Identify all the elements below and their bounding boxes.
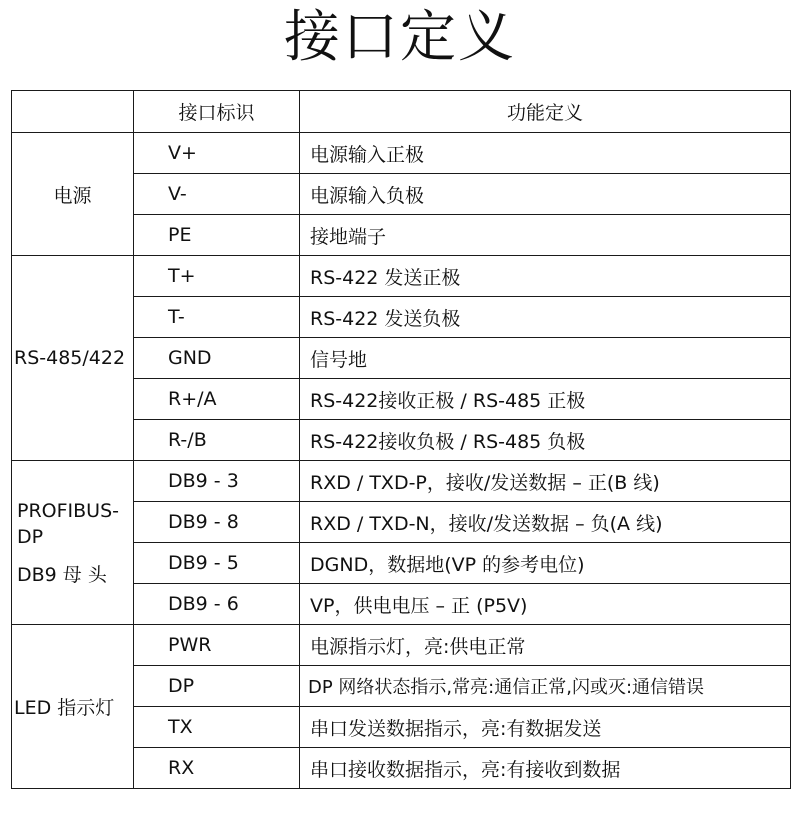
signal-cell: R-/B bbox=[134, 420, 300, 461]
function-cell: RXD / TXD-P，接收/发送数据 – 正(B 线) bbox=[300, 461, 791, 502]
interface-definition-table bbox=[11, 90, 791, 789]
table-row bbox=[12, 256, 791, 297]
table-row bbox=[12, 133, 791, 174]
header-signal: 接口标识 bbox=[134, 91, 300, 133]
group-profibus-line3: DB9 母 头 bbox=[17, 563, 107, 586]
function-cell: RS-422接收负极 / RS-485 负极 bbox=[300, 420, 791, 461]
function-cell: 信号地 bbox=[300, 338, 791, 379]
signal-cell: T+ bbox=[134, 256, 300, 297]
group-profibus-line2: DP bbox=[17, 525, 44, 548]
group-power: 电源 bbox=[12, 133, 134, 256]
signal-cell: V+ bbox=[134, 133, 300, 174]
signal-cell: R+/A bbox=[134, 379, 300, 420]
signal-cell: V- bbox=[134, 174, 300, 215]
signal-cell: DB9 - 3 bbox=[134, 461, 300, 502]
signal-cell: RX bbox=[134, 748, 300, 789]
signal-cell: T- bbox=[134, 297, 300, 338]
signal-cell: DB9 - 8 bbox=[134, 502, 300, 543]
signal-cell: PE bbox=[134, 215, 300, 256]
table-header-row bbox=[12, 91, 791, 133]
function-cell: RS-422接收正极 / RS-485 正极 bbox=[300, 379, 791, 420]
group-led: LED 指示灯 bbox=[12, 625, 134, 789]
function-cell: 电源输入正极 bbox=[300, 133, 791, 174]
group-rs485: RS-485/422 bbox=[12, 256, 134, 461]
signal-cell: GND bbox=[134, 338, 300, 379]
function-cell: RS-422 发送正极 bbox=[300, 256, 791, 297]
group-profibus-line1: PROFIBUS- bbox=[17, 499, 120, 522]
signal-cell: DB9 - 5 bbox=[134, 543, 300, 584]
signal-cell: DB9 - 6 bbox=[134, 584, 300, 625]
page-title: 接口定义 bbox=[284, 5, 516, 70]
signal-cell: DP bbox=[134, 666, 300, 707]
table-row bbox=[12, 625, 791, 666]
function-cell: 电源输入负极 bbox=[300, 174, 791, 215]
header-group-empty bbox=[12, 91, 134, 133]
function-cell: 串口发送数据指示，亮:有数据发送 bbox=[300, 707, 791, 748]
function-cell: 接地端子 bbox=[300, 215, 791, 256]
function-cell: DP 网络状态指示,常亮:通信正常,闪或灭:通信错误 bbox=[300, 666, 791, 707]
function-cell: 电源指示灯，亮:供电正常 bbox=[300, 625, 791, 666]
header-function: 功能定义 bbox=[300, 91, 791, 133]
signal-cell: PWR bbox=[134, 625, 300, 666]
group-profibus bbox=[12, 461, 134, 625]
signal-cell: TX bbox=[134, 707, 300, 748]
function-cell: 串口接收数据指示，亮:有接收到数据 bbox=[300, 748, 791, 789]
function-cell: VP，供电电压 – 正 (P5V) bbox=[300, 584, 791, 625]
function-cell: DGND，数据地(VP 的参考电位) bbox=[300, 543, 791, 584]
function-cell: RXD / TXD-N，接收/发送数据 – 负(A 线) bbox=[300, 502, 791, 543]
function-cell: RS-422 发送负极 bbox=[300, 297, 791, 338]
table-row bbox=[12, 461, 791, 502]
